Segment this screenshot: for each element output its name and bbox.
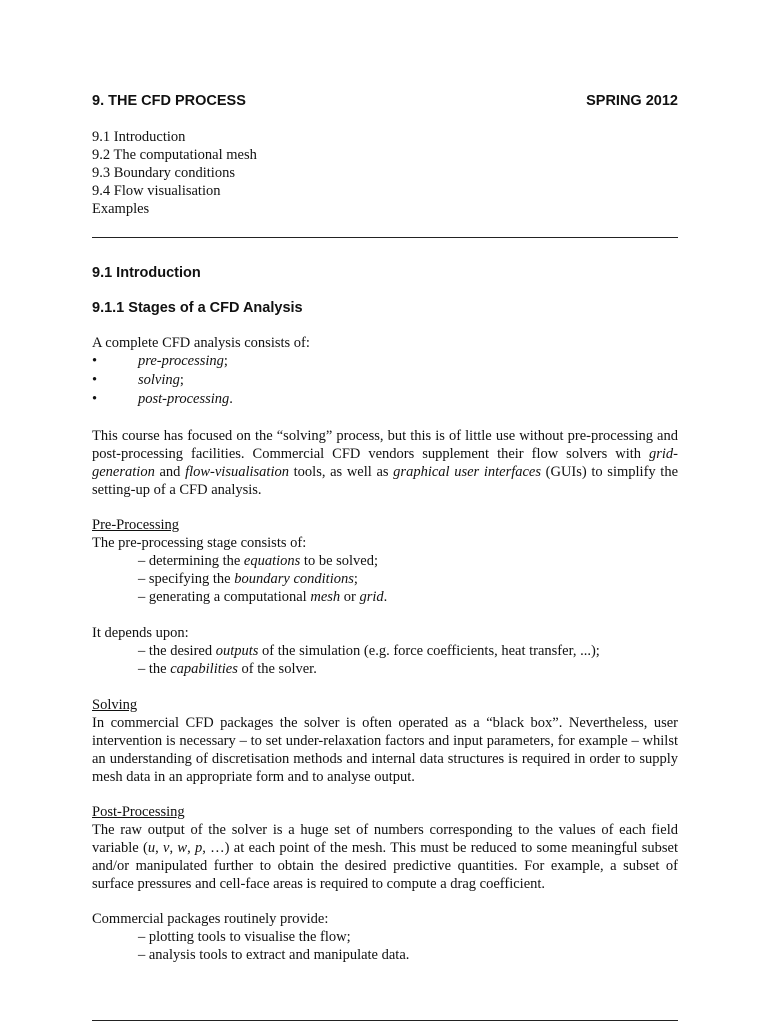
bullet-glyph: • — [92, 391, 98, 407]
solving-paragraph: In commercial CFD packages the solver is often operated as a “black box”. Nevertheless, user intervention is necessary – to set under-relaxation factors and input parameters, for example – whilst an understanding of discretisation methods and internal data structures is required in order to supply mesh data in an appropriate form and to analyse output. — [92, 715, 678, 785]
text-run: This course has focused on the “solving” process, but this is of little use without pre-processing and post-processing facilities. Commercial CFD vendors supplement their flow solvers with — [92, 428, 678, 462]
toc-item: 9.4 Flow visualisation — [92, 183, 221, 199]
stage-name: solving — [138, 372, 180, 388]
intro-lead: A complete CFD analysis consists of: — [92, 335, 310, 351]
section-divider — [92, 237, 678, 238]
solving-heading: Solving — [92, 697, 138, 713]
overview-paragraph — [92, 427, 678, 499]
dependencies-lead: It depends upon: — [92, 625, 189, 641]
list-item — [92, 588, 678, 606]
list-item — [92, 552, 678, 570]
text-run-italic: equations — [243, 553, 301, 569]
stage-punct: . — [229, 391, 233, 407]
text-run-italic: outputs — [215, 643, 259, 659]
section-heading: 9.1 Introduction — [92, 265, 201, 281]
text-run: – generating a computational — [138, 589, 311, 605]
page-header — [92, 92, 678, 110]
bullet-glyph: • — [92, 372, 98, 388]
list-item — [92, 390, 678, 409]
postprocessing-paragraph — [92, 821, 678, 893]
list-item — [92, 660, 678, 678]
commercial-lead: Commercial packages routinely provide: — [92, 911, 329, 927]
subsection-heading: 9.1.1 Stages of a CFD Analysis — [92, 300, 303, 316]
text-run: , — [187, 840, 195, 856]
document-page — [92, 92, 678, 964]
postprocessing-block — [92, 803, 678, 893]
text-run-italic: boundary conditions — [234, 571, 354, 587]
toc-item: 9.1 Introduction — [92, 129, 186, 145]
list-item: – plotting tools to visualise the flow; — [138, 929, 351, 945]
dependencies-block — [92, 624, 678, 678]
text-run-italic: u — [147, 840, 156, 856]
text-run: The raw output of the solver is a huge set of numbers corresponding to the values of each field variable ( — [92, 822, 678, 856]
stage-name: pre-processing — [138, 353, 224, 369]
text-run-italic: flow-visualisation — [185, 464, 289, 480]
preprocessing-lead: The pre-processing stage consists of: — [92, 535, 307, 551]
toc-item: 9.3 Boundary conditions — [92, 165, 235, 181]
list-item — [92, 352, 678, 371]
postprocessing-heading: Post-Processing — [92, 804, 185, 820]
text-run: of the solver. — [237, 661, 317, 677]
footer-divider — [92, 1020, 678, 1021]
list-item: – analysis tools to extract and manipulate data. — [138, 947, 410, 963]
commercial-block — [92, 910, 678, 964]
text-run: – the — [138, 661, 171, 677]
list-item — [92, 642, 678, 660]
text-run: , — [169, 840, 178, 856]
text-run: or — [340, 589, 360, 605]
chapter-title: 9. THE CFD PROCESS — [92, 93, 246, 109]
text-run-italic: v — [163, 840, 170, 856]
text-run-italic: capabilities — [170, 661, 238, 677]
list-item — [92, 570, 678, 588]
stage-punct: ; — [179, 372, 184, 388]
text-run: – the desired — [138, 643, 216, 659]
text-run: – determining the — [138, 553, 244, 569]
preprocessing-block — [92, 516, 678, 606]
preprocessing-heading: Pre-Processing — [92, 517, 179, 533]
text-run: , — [155, 840, 164, 856]
text-run-italic: grid-generation — [92, 446, 678, 480]
text-run-italic: graphical user interfaces — [393, 464, 542, 480]
text-run: . — [383, 589, 388, 605]
text-run: and — [154, 464, 186, 480]
toc-item: 9.2 The computational mesh — [92, 147, 257, 163]
text-run: – specifying the — [138, 571, 235, 587]
term-label: SPRING 2012 — [586, 93, 678, 109]
text-run: of the simulation (e.g. force coefficients, heat transfer, ...); — [258, 643, 600, 659]
toc-item: Examples — [92, 201, 150, 217]
list-item — [92, 371, 678, 390]
text-run: (GUIs) to simplify the setting-up of a CFD analysis. — [92, 464, 679, 498]
text-run: to be solved; — [300, 553, 379, 569]
text-run: , …) at each point of the mesh. This must be reduced to some meaningful subset and/or manipulated further to obtain the desired predictive quantities. For example, a subset of surface pressures and cell-face areas is required to compute a drag coefficient. — [92, 840, 679, 892]
bullet-glyph: • — [92, 353, 98, 369]
solving-block — [92, 696, 678, 786]
stage-punct: ; — [223, 353, 228, 369]
stage-list — [92, 352, 678, 409]
text-run: tools, as well as — [288, 464, 394, 480]
text-run-italic: grid — [359, 589, 384, 605]
text-run-italic: w — [177, 840, 188, 856]
stage-name: post-processing — [138, 391, 230, 407]
text-run-italic: mesh — [310, 589, 341, 605]
text-run-italic: p — [195, 840, 203, 856]
table-of-contents — [92, 128, 678, 218]
text-run: ; — [353, 571, 358, 587]
